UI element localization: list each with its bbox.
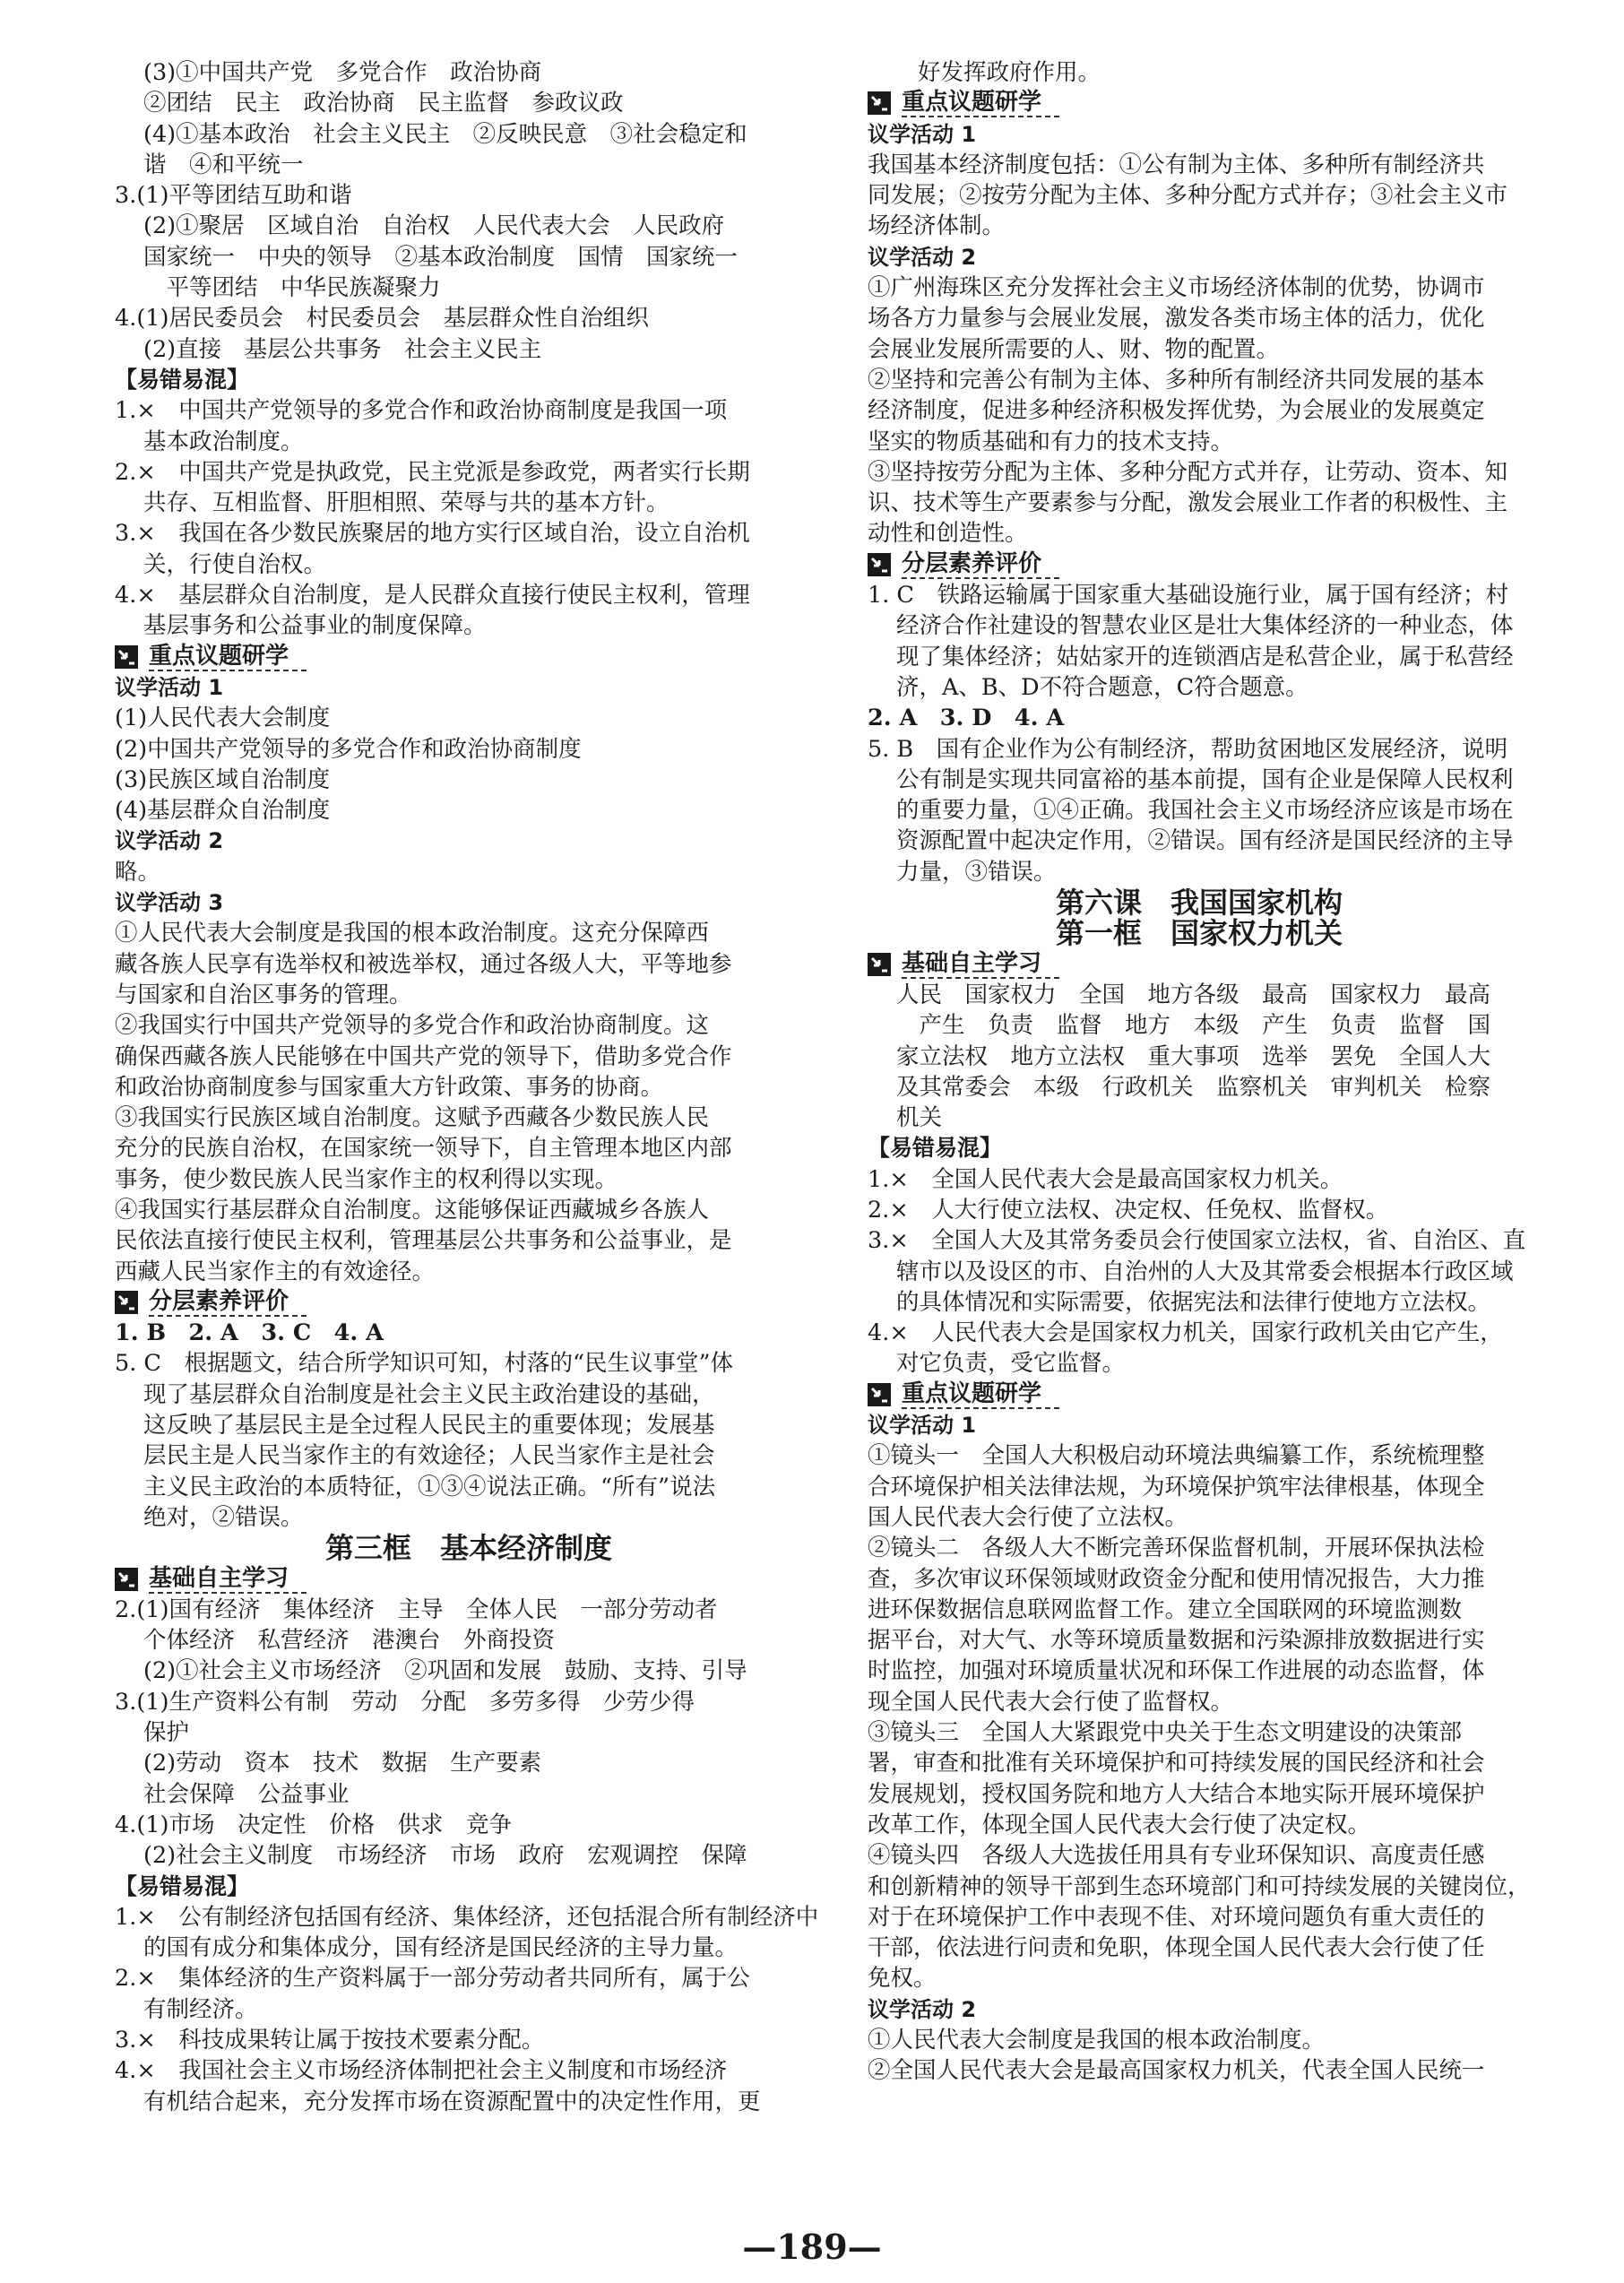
text-line: (4)基层群众自治制度 [115,797,331,825]
text-line: 1. B 2. A 3. C 4. A [115,1319,384,1347]
text-line: 家立法权 地方立法权 重大事项 选举 罢免 全国人大 [896,1042,1491,1070]
text-line: 免权。 [868,1965,937,1993]
text-line: 现了基层群众自治制度是社会主义民主政治建设的基础， [143,1380,715,1408]
activity-label: 议学活动 2 [868,1996,977,2022]
section-heading [868,949,1531,980]
text-line: 5. B 国有企业作为公有制经济，帮助贫困地区发展经济，说明 [868,735,1508,763]
text-line: 4.(1)市场 决定性 价格 供求 竞争 [115,1811,512,1838]
text-line: ②镜头二 各级人大不断完善环保监督机制，开展环保执法检 [868,1535,1485,1562]
text-line: 主义民主政治的本质特征，①③④说法正确。“所有”说法 [143,1473,716,1500]
lesson-title: 第三框 基本经济制度 [324,1531,612,1566]
activity-label: 议学活动 1 [868,1413,977,1439]
text-line: 和创新精神的领导干部到生态环境部门和可持续发展的关键岗位， [868,1872,1531,1900]
section-heading-text: 重点议题研学 [902,89,1059,117]
text-line: (4)①基本政治 社会主义民主 ②反映民意 ③社会稳定和 [143,120,747,148]
text-line: ④我国实行基层群众自治制度。这能够保证西藏城乡各族人 [115,1196,710,1224]
lesson-title: 第一框 国家权力机关 [1055,916,1343,951]
section-heading-text: 重点议题研学 [149,643,307,671]
lesson-title: 第六课 我国国家机构 [1055,886,1343,921]
section-heading-text: 分层素养评价 [149,1288,307,1317]
text-line: (3)民族区域自治制度 [115,765,331,793]
arrow-marker-icon [115,645,138,669]
text-line: 场各方力量参与会展业发展，激发各类市场主体的活力，优化 [868,305,1485,333]
subsection-label: 【易错易混】 [868,1135,1003,1162]
text-line: ①广州海珠区充分发挥社会主义市场经济体制的优势，协调市 [868,274,1485,302]
text-line: 好发挥政府作用。 [918,59,1101,86]
text-line: 基本政治制度。 [143,428,304,455]
text-line: 对它负责，受它监督。 [896,1350,1126,1378]
section-heading [868,549,1531,580]
arrow-marker-icon [868,1383,891,1406]
text-line: 经济合作社建设的智慧农业区是壮大集体经济的一种业态，体 [896,612,1514,640]
activity-label: 议学活动 3 [115,890,224,916]
text-line: 1.× 公有制经济包括国有经济、集体经济，还包括混合所有制经济中 [115,1903,819,1931]
text-line: ③镜头三 全国人大紧跟党中央关于生态文明建设的决策部 [868,1719,1463,1747]
text-line: ②团结 民主 政治协商 民主监督 参政议政 [143,90,624,117]
text-line: 进环保数据信息联网监督工作。建立全国联网的环境监测数 [868,1596,1463,1623]
text-line: 2.× 人大行使立法权、决定权、任免权、监督权。 [868,1196,1389,1224]
text-line: (2)中国共产党领导的多党合作和政治协商制度 [115,735,582,763]
section-heading [868,88,1531,118]
text-line: 西藏人民当家作主的有效途径。 [115,1258,436,1285]
text-line: 层民主是人民当家作主的有效途径；人民当家作主是社会 [143,1442,715,1470]
text-line: 这反映了基层民主是全过程人民民主的重要体现；发展基 [143,1412,715,1440]
arrow-marker-icon [115,1568,138,1591]
text-line: 的具体情况和实际需要，依据宪法和法律行使地方立法权。 [896,1288,1491,1316]
text-line: 机关 [896,1104,943,1132]
text-line: 场经济体制。 [868,212,1006,240]
text-line: ②全国人民代表大会是最高国家权力机关，代表全国人民统一 [868,2057,1485,2085]
text-line: ①镜头一 全国人大积极启动环境法典编纂工作，系统梳理整 [868,1442,1485,1470]
activity-label: 议学活动 2 [115,828,224,854]
text-line: 谐 ④和平统一 [143,151,304,178]
text-line: 4.× 我国社会主义市场经济体制把社会主义制度和市场经济 [115,2057,728,2085]
text-line: (2)劳动 资本 技术 数据 生产要素 [143,1750,542,1777]
text-line: 我国基本经济制度包括：①公有制为主体、多种所有制经济共 [868,151,1485,178]
section-heading-text: 重点议题研学 [902,1380,1059,1409]
text-line: ③我国实行民族区域自治制度。这赋予西藏各少数民族人民 [115,1104,710,1132]
text-line: 及其常委会 本级 行政机关 监察机关 审判机关 检察 [896,1073,1491,1101]
text-line: 发展规划，授权国务院和地方人大结合本地实际开展环境保护 [868,1780,1485,1808]
text-line: 公有制是实现共同富裕的基本前提，国有企业是保障人民权利 [896,765,1514,793]
arrow-marker-icon [868,953,891,976]
text-line: 1.× 中国共产党领导的多党合作和政治协商制度是我国一项 [115,397,728,425]
text-line: 5. C 根据题文，结合所学知识可知，村落的“民生议事堂”体 [115,1350,734,1378]
text-line: 人民 国家权力 全国 地方各级 最高 国家权力 最高 [896,981,1491,1008]
text-line: 经济制度，促进多种经济积极发挥优势，为会展业的发展奠定 [868,397,1485,425]
text-line: 保护 [143,1719,190,1747]
text-line: 共存、互相监督、肝胆相照、荣辱与共的基本方针。 [143,489,669,517]
text-line: 有机结合起来，充分发挥市场在资源配置中的决定性作用，更 [143,2088,761,2115]
text-line: 3.× 科技成果转让属于按技术要素分配。 [115,2027,545,2054]
text-line: 事务，使少数民族人民当家作主的权利得以实现。 [115,1165,618,1193]
activity-label: 议学活动 1 [868,121,977,147]
text-line: (2)社会主义制度 市场经济 市场 政府 宏观调控 保障 [143,1842,747,1870]
text-line: 民依法直接行使民主权利，管理基层公共事务和公益事业，是 [115,1227,732,1255]
text-line: 4.× 人民代表大会是国家权力机关，国家行政机关由它产生， [868,1319,1503,1347]
text-line: 辖市以及设区的市、自治州的人大及其常委会根据本行政区域 [896,1258,1514,1285]
text-line: 绝对，②错误。 [143,1503,304,1531]
text-line: 国家统一 中央的领导 ②基本政治制度 国情 国家统一 [143,243,739,271]
text-line: 干部，依法进行问责和免职，体现全国人民代表大会行使了任 [868,1934,1485,1962]
text-line: 3.× 我国在各少数民族聚居的地方实行区域自治，设立自治机 [115,520,750,548]
text-line: 济，A、B、D不符合题意，C符合题意。 [896,673,1309,701]
text-line: 充分的民族自治权，在国家统一领导下，自主管理本地区内部 [115,1135,732,1163]
arrow-marker-icon [868,91,891,115]
text-line: 2.(1)国有经济 集体经济 主导 全体人民 一部分劳动者 [115,1596,718,1623]
text-line: 产生 负责 监督 地方 本级 产生 负责 监督 国 [896,1012,1491,1040]
text-line: ①人民代表大会制度是我国的根本政治制度。这充分保障西 [115,920,710,947]
text-line: 现了集体经济；姑姑家开的连锁酒店是私营企业，属于私营经 [896,643,1514,670]
text-line: (2)①聚居 区域自治 自治权 人民代表大会 人民政府 [143,212,725,240]
text-line: 坚实的物质基础和有力的技术支持。 [868,428,1234,455]
right-column [868,57,1531,2087]
text-line: 4.× 基层群众自治制度，是人民群众直接行使民主权利，管理 [115,582,750,610]
text-line: 确保西藏各族人民能够在中国共产党的领导下，借助多党合作 [115,1042,732,1070]
activity-label: 议学活动 1 [115,674,224,700]
text-line: 关，行使自治权。 [143,550,327,578]
text-line: 略。 [115,858,161,886]
arrow-marker-icon [115,1291,138,1314]
text-line: 据平台，对大气、水等环境质量数据和污染源排放数据进行实 [868,1627,1485,1655]
text-line: 基层事务和公益事业的制度保障。 [143,612,487,640]
left-column [115,57,823,2117]
section-heading [115,1564,823,1595]
subsection-label: 【易错易混】 [115,366,250,393]
text-line: 动性和创造性。 [868,520,1028,548]
text-line: 时监控，加强对环境质量状况和环保工作进展的动态监督，体 [868,1657,1485,1685]
section-heading-text: 基础自主学习 [149,1565,307,1594]
text-line: 同发展；②按劳分配为主体、多种分配方式并存；③社会主义市 [868,182,1508,210]
arrow-marker-icon [868,553,891,576]
text-line: (2)①社会主义市场经济 ②巩固和发展 鼓励、支持、引导 [143,1657,747,1685]
text-line: 3.(1)生产资料公有制 劳动 分配 多劳多得 少劳少得 [115,1688,695,1716]
text-line: 与国家和自治区事务的管理。 [115,981,412,1008]
page-number: —189— [742,2227,882,2267]
text-line: 资源配置中起决定作用，②错误。国有经济是国民经济的主导 [896,827,1514,855]
text-line: ②坚持和完善公有制为主体、多种所有制经济共同发展的基本 [868,366,1485,393]
text-line: 社会保障 公益事业 [143,1780,350,1808]
text-line: 对于在环境保护工作中表现不佳、对环境问题负有重大责任的 [868,1903,1485,1931]
text-line: 2.× 集体经济的生产资料属于一部分劳动者共同所有，属于公 [115,1965,750,1993]
text-line: 合环境保护相关法律法规，为环境保护筑牢法律根基，体现全 [868,1473,1485,1500]
activity-label: 议学活动 2 [868,244,977,270]
text-line: ③坚持按劳分配为主体、多种分配方式并存，让劳动、资本、知 [868,458,1508,486]
text-line: 2.× 中国共产党是执政党，民主党派是参政党，两者实行长期 [115,458,750,486]
text-line: 现全国人民代表大会行使了监督权。 [868,1688,1234,1716]
section-heading-text: 分层素养评价 [902,550,1059,579]
text-line: 的国有成分和集体成分，国有经济是国民经济的主导力量。 [143,1934,739,1962]
text-line: 改革工作，体现全国人民代表大会行使了决定权。 [868,1811,1371,1838]
text-line: 3.× 全国人大及其常务委员会行使国家立法权，省、自治区、直 [868,1227,1526,1255]
text-line: (3)①中国共产党 多党合作 政治协商 [143,59,542,86]
text-line: 有制经济。 [143,1995,258,2023]
text-line: ①人民代表大会制度是我国的根本政治制度。 [868,2027,1326,2054]
text-line: 2. A 3. D 4. A [868,705,1065,732]
section-heading [115,642,823,672]
text-line: 3.(1)平等团结互助和谐 [115,182,352,210]
text-line: ②我国实行中国共产党领导的多党合作和政治协商制度。这 [115,1012,710,1040]
text-line: 平等团结 中华民族凝聚力 [143,274,441,302]
text-line: 查，多次审议环保领域财政资金分配和使用情况报告，大力推 [868,1565,1485,1593]
text-line: 个体经济 私营经济 港澳台 外商投资 [143,1627,556,1655]
section-heading-text: 基础自主学习 [902,950,1059,979]
text-line: 和政治协商制度参与国家重大方针政策、事务的协商。 [115,1073,664,1101]
text-line: ④镜头四 各级人大选拔任用具有专业环保知识、高度责任感 [868,1842,1485,1870]
text-line: (2)直接 基层公共事务 社会主义民主 [143,335,542,363]
text-line: 力量，③错误。 [896,858,1057,886]
text-line: 署，审查和批准有关环境保护和可持续发展的国民经济和社会 [868,1750,1485,1777]
text-line: 1.× 全国人民代表大会是最高国家权力机关。 [868,1165,1343,1193]
text-line: 1. C 铁路运输属于国家重大基础设施行业，属于国有经济；村 [868,582,1508,610]
text-line: 识、技术等生产要素参与分配，激发会展业工作者的积极性、主 [868,489,1508,517]
text-line: (1)人民代表大会制度 [115,705,331,732]
text-line: 国人民代表大会行使了立法权。 [868,1503,1188,1531]
text-line: 会展业发展所需要的人、财、物的配置。 [868,335,1280,363]
text-line: 的重要力量，①④正确。我国社会主义市场经济应该是市场在 [896,797,1514,825]
subsection-label: 【易错易混】 [115,1872,250,1899]
section-heading [115,1287,823,1318]
section-heading [868,1379,1531,1410]
text-line: 4.(1)居民委员会 村民委员会 基层群众性自治组织 [115,305,649,333]
text-line: 藏各族人民享有选举权和被选举权，通过各级人大，平等地参 [115,950,732,978]
